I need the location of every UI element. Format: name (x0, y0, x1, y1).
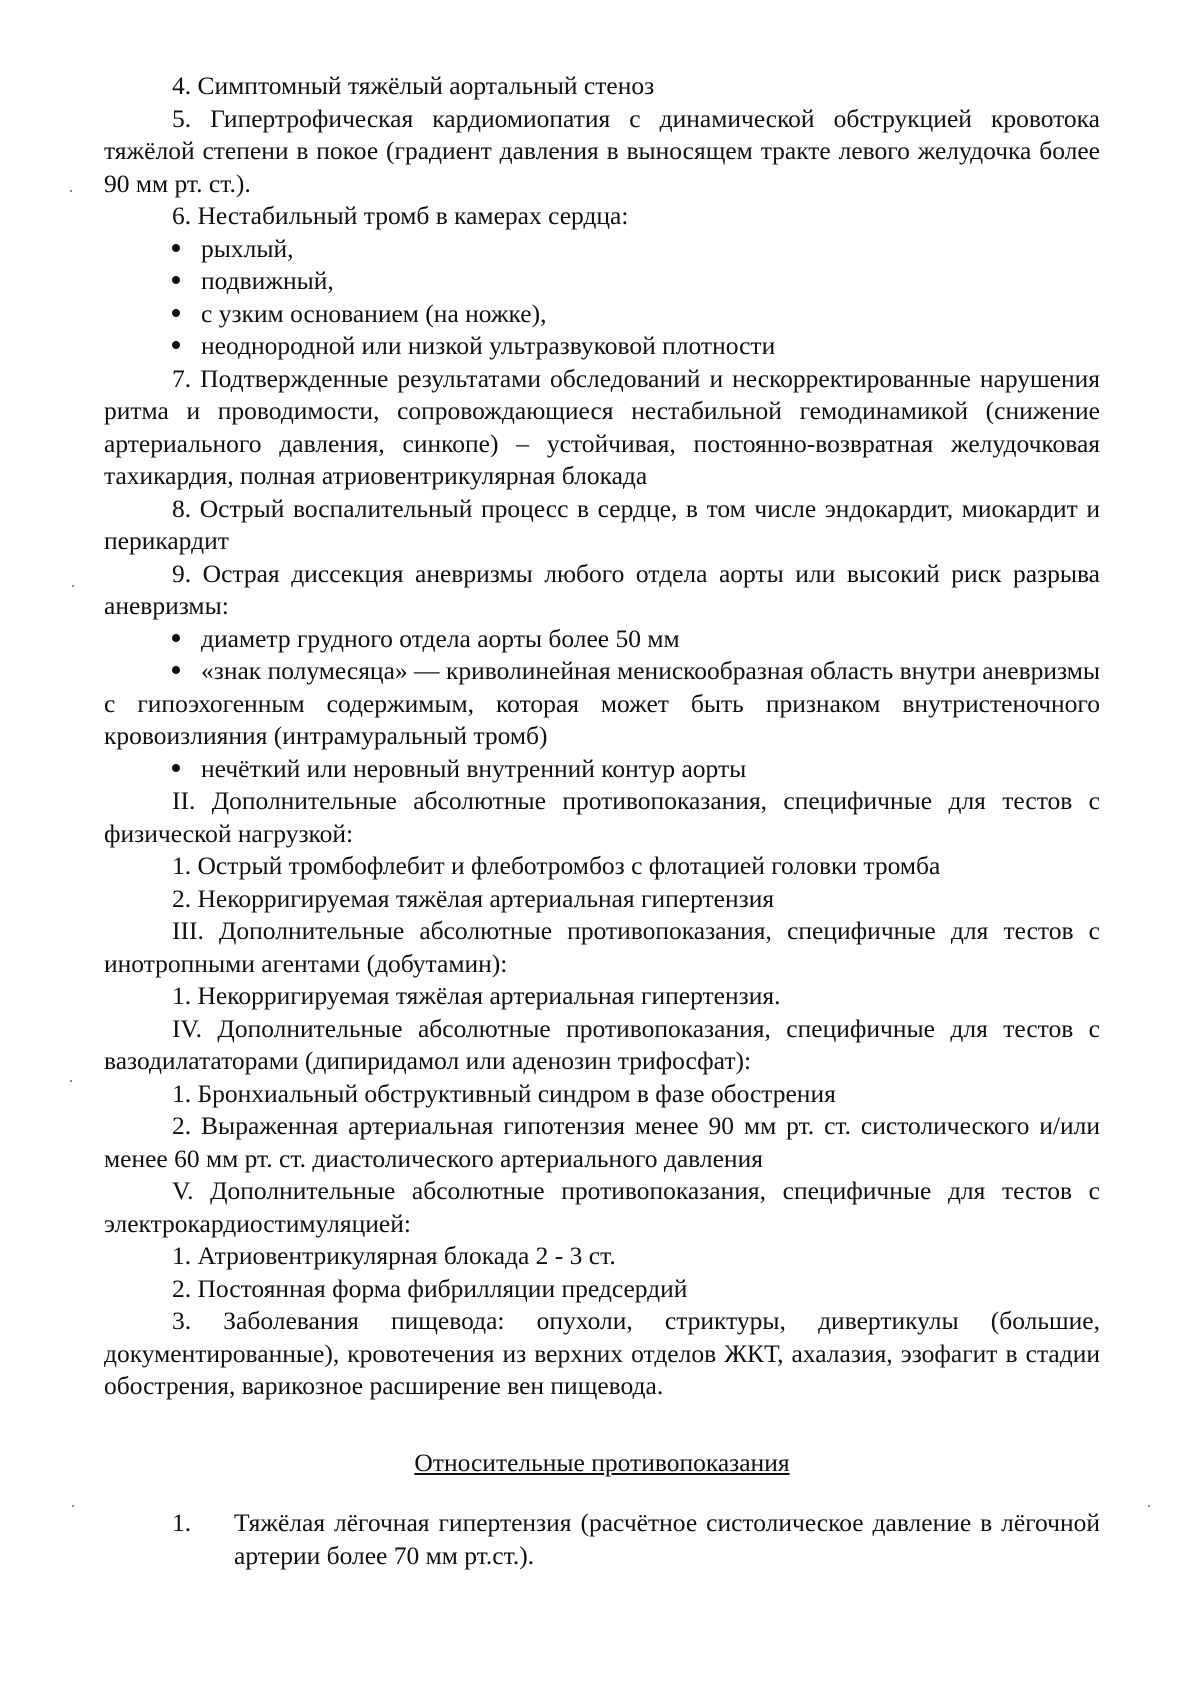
bullet-icon (172, 655, 201, 688)
item-4-aortic-stenosis: 4. Симптомный тяжёлый аортальный стеноз (172, 71, 655, 100)
bullet-icon (172, 298, 201, 331)
scan-speck (70, 190, 72, 192)
bullet-icon (172, 753, 201, 786)
bullet-text: рыхлый, (201, 233, 294, 263)
document-body (104, 70, 1100, 1572)
relative-contraindications-list (104, 1507, 1100, 1572)
scan-speck (1148, 1505, 1150, 1507)
section-II-item-2: 2. Некорригируемая тяжёлая артериальная гипертензия (172, 883, 775, 913)
section-II-item-1: 1. Острый тромбофлебит и флеботромбоз с флотацией головки тромба (172, 851, 941, 880)
section-III-header: III. Дополнительные абсолютные противопоказания, специфичные для тестов с инотропными агентами (добутамин): (104, 916, 1100, 978)
bullet-irregular-contour (104, 753, 1100, 786)
scan-speck (70, 1080, 72, 1082)
item-9-aneurysm: 9. Острая диссекция аневризмы любого отдела аорты или высокий риск разрыва аневризмы: (104, 558, 1100, 620)
scan-speck (72, 585, 74, 587)
relative-contraindications-heading: Относительные противопоказания (414, 1447, 790, 1477)
contraindications-list (104, 70, 1100, 1403)
scan-speck (72, 1505, 74, 1507)
bullet-icon (172, 623, 201, 656)
bullet-icon (172, 330, 201, 363)
relative-item-text: Тяжёлая лёгочная гипертензия (расчётное систолическое давление в лёгочной артерии более 70 мм рт.ст.). (234, 1508, 1100, 1570)
bullet-icon (172, 265, 201, 298)
section-V-header: V. Дополнительные абсолютные противопоказания, специфичные для тестов с электрокардиостимуляцией: (104, 1176, 1100, 1238)
bullet-icon (172, 233, 201, 266)
item-8-inflammation: 8. Острый воспалительный процесс в сердце, в том числе эндокардит, миокардит и перикардит (104, 493, 1100, 555)
section-IV-item-2: 2. Выраженная артериальная гипотензия менее 90 мм рт. ст. систолического и/или менее 60 мм рт. ст. диастолического артериального давления (104, 1111, 1100, 1173)
section-V-item-2: 2. Постоянная форма фибрилляции предсердий (172, 1273, 688, 1303)
bullet-mobile (104, 265, 1100, 298)
section-V-item-1: 1. Атриовентрикулярная блокада 2 - 3 ст. (172, 1241, 616, 1270)
bullet-heterogeneous (104, 330, 1100, 363)
bullet-text: диаметр грудного отдела аорты более 50 мм (201, 623, 680, 653)
bullet-text: с узким основанием (на ножке), (201, 298, 547, 328)
bullet-narrow-base (104, 298, 1100, 331)
section-II-header: II. Дополнительные абсолютные противопоказания, специфичные для тестов с физической нагрузкой: (104, 786, 1100, 848)
bullet-text: нечёткий или неровный внутренний контур аорты (201, 753, 747, 783)
item-7-arrhythmia: 7. Подтвержденные результатами обследований и нескорректированные нарушения ритма и проводимости, сопровождающиеся нестабильной гемодинамикой (снижение артериального давления, синкопе) – устойчивая, постоянно-возвратная желудочковая тахикардия, полная атриовентрикулярная блокада (104, 363, 1100, 490)
item-5-cardiomyopathy: 5. Гипертрофическая кардиомиопатия с динамической обструкцией кровотока тяжёлой степени в покое (градиент давления в выносящем тракте левого желудочка более 90 мм рт. ст.). (104, 103, 1100, 198)
bullet-aorta-diameter (104, 623, 1100, 656)
bullet-text: «знак полумесяца» — криволинейная менискообразная область внутри аневризмы с гипоэхогенным содержимым, которая может быть признаком внутристеночного кровоизлияния (интрамуральный тромб) (104, 656, 1100, 750)
bullet-crescent-sign (104, 655, 1100, 753)
item-6-thrombus: 6. Нестабильный тромб в камерах сердца: (172, 201, 629, 230)
section-III-item-1: 1. Некорригируемая тяжёлая артериальная гипертензия. (172, 981, 781, 1010)
relative-item (172, 1507, 1100, 1572)
section-IV-item-1: 1. Бронхиальный обструктивный синдром в фазе обострения (172, 1078, 836, 1108)
section-IV-header: IV. Дополнительные абсолютные противопоказания, специфичные для тестов с вазодилататорами (дипиридамол или аденозин трифосфат): (104, 1013, 1100, 1075)
bullet-text: неоднородной или низкой ультразвуковой плотности (201, 331, 776, 360)
bullet-loose (104, 233, 1100, 266)
relative-item-number: 1. (172, 1508, 192, 1537)
bullet-text: подвижный, (201, 266, 334, 295)
section-V-item-3: 3. Заболевания пищевода: опухоли, стриктуры, дивертикулы (большие, документированные), кровотечения из верхних отделов ЖКТ, ахалазия, эзофагит в стадии обострения, варикозное расширение вен пищевода. (104, 1306, 1100, 1400)
